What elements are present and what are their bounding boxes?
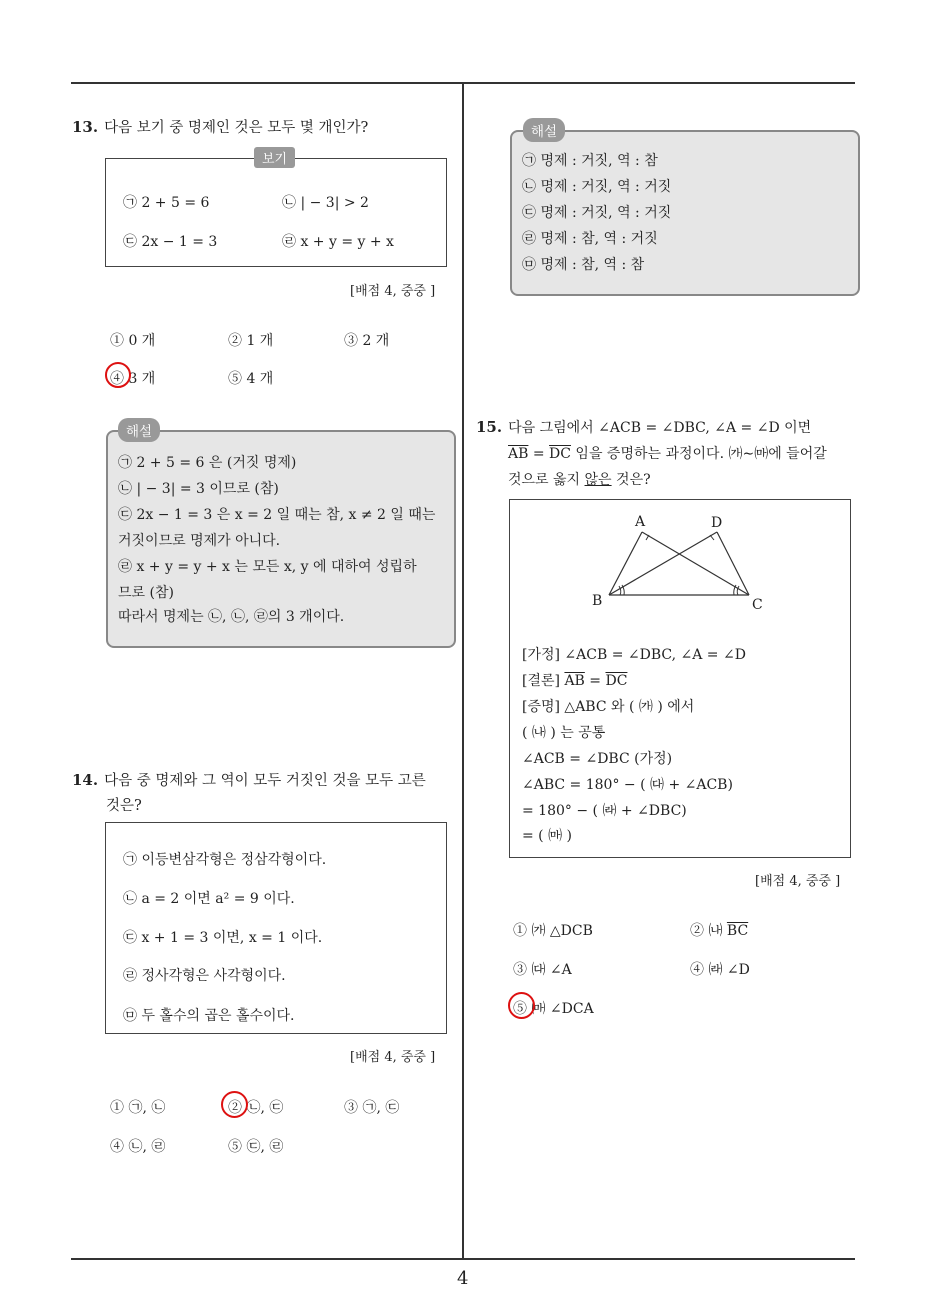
q15-question-line1: 다음 그림에서 ∠ACB = ∠DBC, ∠A = ∠D 이면 bbox=[508, 420, 812, 436]
q13-choice-2[interactable]: ② 1 개 bbox=[228, 333, 274, 349]
q14-item-5: ㉤ 두 홀수의 곱은 홀수이다. bbox=[123, 1008, 295, 1024]
q15-choice-4[interactable]: ④ ㈑ ∠D bbox=[690, 962, 750, 978]
q15-proof-line-1: [증명] △ABC 와 ( ㈎ ) 에서 bbox=[522, 699, 695, 715]
q15-proof-dc: $\overline{DC}$ bbox=[605, 673, 628, 689]
q13-solution-line-5: ㉣ x + y = y + x 는 모든 x, y 에 대하여 성립하 bbox=[118, 559, 417, 575]
q13-item-4: ㉣ x + y = y + x bbox=[282, 234, 394, 250]
q15-proof-eq: = bbox=[584, 673, 606, 689]
q15-choice-5[interactable]: ⑤ ㈒ ∠DCA bbox=[513, 1001, 594, 1017]
q15-answer-mark bbox=[508, 992, 535, 1019]
q15-choice-1[interactable]: ① ㈎ △DCB bbox=[513, 923, 593, 939]
q13-solution-line-2: ㉡ | − 3| = 3 이므로 (참) bbox=[118, 481, 279, 497]
q15-question-line3c: 것은? bbox=[611, 472, 651, 488]
q13-item-2: ㉡ | − 3| > 2 bbox=[282, 195, 369, 211]
q15-segment-ab: $\overline{AB}$ bbox=[508, 446, 529, 462]
q15-question-not: 않은 bbox=[584, 472, 612, 488]
q14-number: 14. bbox=[72, 771, 99, 789]
q14-solution-label: 해설 bbox=[523, 118, 565, 142]
q15-choice-2[interactable] bbox=[690, 920, 748, 940]
q13-number: 13. bbox=[72, 118, 99, 136]
q15-choice-3[interactable]: ③ ㈐ ∠A bbox=[513, 962, 572, 978]
q14-item-3: ㉢ x + 1 = 3 이면, x = 1 이다. bbox=[123, 930, 323, 946]
bottom-rule bbox=[71, 1258, 855, 1260]
q15-label-d: D bbox=[711, 515, 723, 531]
q15-score: [배점 4, 중중 ] bbox=[755, 874, 841, 889]
q14-score: [배점 4, 중중 ] bbox=[350, 1050, 436, 1065]
q15-proof-hyp: [가정] ∠ACB = ∠DBC, ∠A = ∠D bbox=[522, 647, 746, 663]
q14-question-line2: 것은? bbox=[106, 798, 142, 814]
q15-segment-dc: $\overline{DC}$ bbox=[549, 446, 571, 462]
q15-choice-2-bc: $\overline{BC}$ bbox=[726, 923, 749, 939]
q13-answer-mark bbox=[105, 362, 131, 388]
q13-choice-3[interactable]: ③ 2 개 bbox=[344, 333, 390, 349]
q14-question bbox=[72, 768, 452, 819]
q13-question-text: 다음 보기 중 명제인 것은 모두 몇 개인가? bbox=[104, 120, 369, 136]
q15-eq: = bbox=[528, 446, 550, 462]
q15-label-a: A bbox=[635, 514, 646, 530]
q13-solution-line-6: 므로 (참) bbox=[118, 585, 174, 601]
q14-question-line1: 다음 중 명제와 그 역이 모두 거짓인 것을 모두 고른 bbox=[104, 773, 426, 789]
q15-number: 15. bbox=[476, 418, 503, 436]
q15-label-b: B bbox=[592, 593, 603, 609]
q15-question-line3a: 것으로 옳지 bbox=[508, 472, 585, 488]
q14-item-1: ㉠ 이등변삼각형은 정삼각형이다. bbox=[123, 852, 327, 868]
q14-answer-mark bbox=[221, 1091, 248, 1118]
q13-solution-line-3: ㉢ 2x − 1 = 3 은 x = 2 일 때는 참, x ≠ 2 일 때는 bbox=[118, 507, 436, 523]
q13-choice-4[interactable]: ④ 3 개 bbox=[110, 371, 156, 387]
q15-proof-ab: $\overline{AB}$ bbox=[564, 673, 585, 689]
q14-choice-2[interactable]: ② ㉡, ㉢ bbox=[228, 1100, 284, 1116]
q13-bogi-label: 보기 bbox=[254, 147, 295, 168]
q15-proof-line-3: ∠ACB = ∠DBC (가정) bbox=[522, 751, 673, 767]
q14-choice-4[interactable]: ④ ㉡, ㉣ bbox=[110, 1139, 166, 1155]
q13-question bbox=[72, 115, 368, 141]
q14-solution-line-2: ㉡ 명제 : 거짓, 역 : 거짓 bbox=[522, 179, 672, 195]
q13-item-1: ㉠ 2 + 5 = 6 bbox=[123, 195, 210, 211]
q15-proof-concl bbox=[522, 670, 627, 690]
column-divider bbox=[462, 84, 464, 1258]
q13-solution-line-7: 따라서 명제는 ㉡, ㉡, ㉣의 3 개이다. bbox=[118, 609, 345, 625]
q15-proof-line-2: ( ㈏ ) 는 공통 bbox=[522, 725, 606, 741]
q14-item-2: ㉡ a = 2 이면 a² = 9 이다. bbox=[123, 891, 295, 907]
q15-question-line2: 임을 증명하는 과정이다. ㈎∼㈒에 들어갈 bbox=[570, 446, 827, 462]
q14-choice-3[interactable]: ③ ㉠, ㉢ bbox=[344, 1100, 400, 1116]
q15-proof-line-4: ∠ABC = 180° − ( ㈐ + ∠ACB) bbox=[522, 777, 733, 793]
q14-solution-line-4: ㉣ 명제 : 참, 역 : 거짓 bbox=[522, 231, 658, 247]
q14-solution-line-3: ㉢ 명제 : 거짓, 역 : 거짓 bbox=[522, 205, 672, 221]
q15-label-c: C bbox=[752, 597, 763, 613]
q14-solution-line-5: ㉤ 명제 : 참, 역 : 참 bbox=[522, 257, 645, 273]
q13-choice-5[interactable]: ⑤ 4 개 bbox=[228, 371, 274, 387]
q13-choice-1[interactable]: ① 0 개 bbox=[110, 333, 156, 349]
q15-triangle-figure bbox=[509, 499, 849, 629]
q14-item-4: ㉣ 정사각형은 사각형이다. bbox=[123, 968, 286, 984]
q15-proof-line-6: = ( ㈒ ) bbox=[522, 828, 573, 844]
q15-proof-line-5: = 180° − ( ㈑ + ∠DBC) bbox=[522, 803, 687, 819]
q14-choice-1[interactable]: ① ㉠, ㉡ bbox=[110, 1100, 166, 1116]
q15-question bbox=[476, 414, 856, 493]
q13-solution-line-4: 거짓이므로 명제가 아니다. bbox=[118, 533, 281, 549]
page-number: 4 bbox=[457, 1268, 469, 1289]
q15-proof-concl-label: [결론] bbox=[522, 673, 565, 689]
q14-choice-5[interactable]: ⑤ ㉢, ㉣ bbox=[228, 1139, 284, 1155]
q14-solution-line-1: ㉠ 명제 : 거짓, 역 : 참 bbox=[522, 153, 658, 169]
q13-solution-line-1: ㉠ 2 + 5 = 6 은 (거짓 명제) bbox=[118, 455, 297, 471]
q13-score: [배점 4, 중중 ] bbox=[350, 284, 436, 299]
q13-item-3: ㉢ 2x − 1 = 3 bbox=[123, 234, 218, 250]
q13-solution-label: 해설 bbox=[118, 418, 160, 442]
q15-choice-2-label: ② ㈏ bbox=[690, 923, 727, 939]
